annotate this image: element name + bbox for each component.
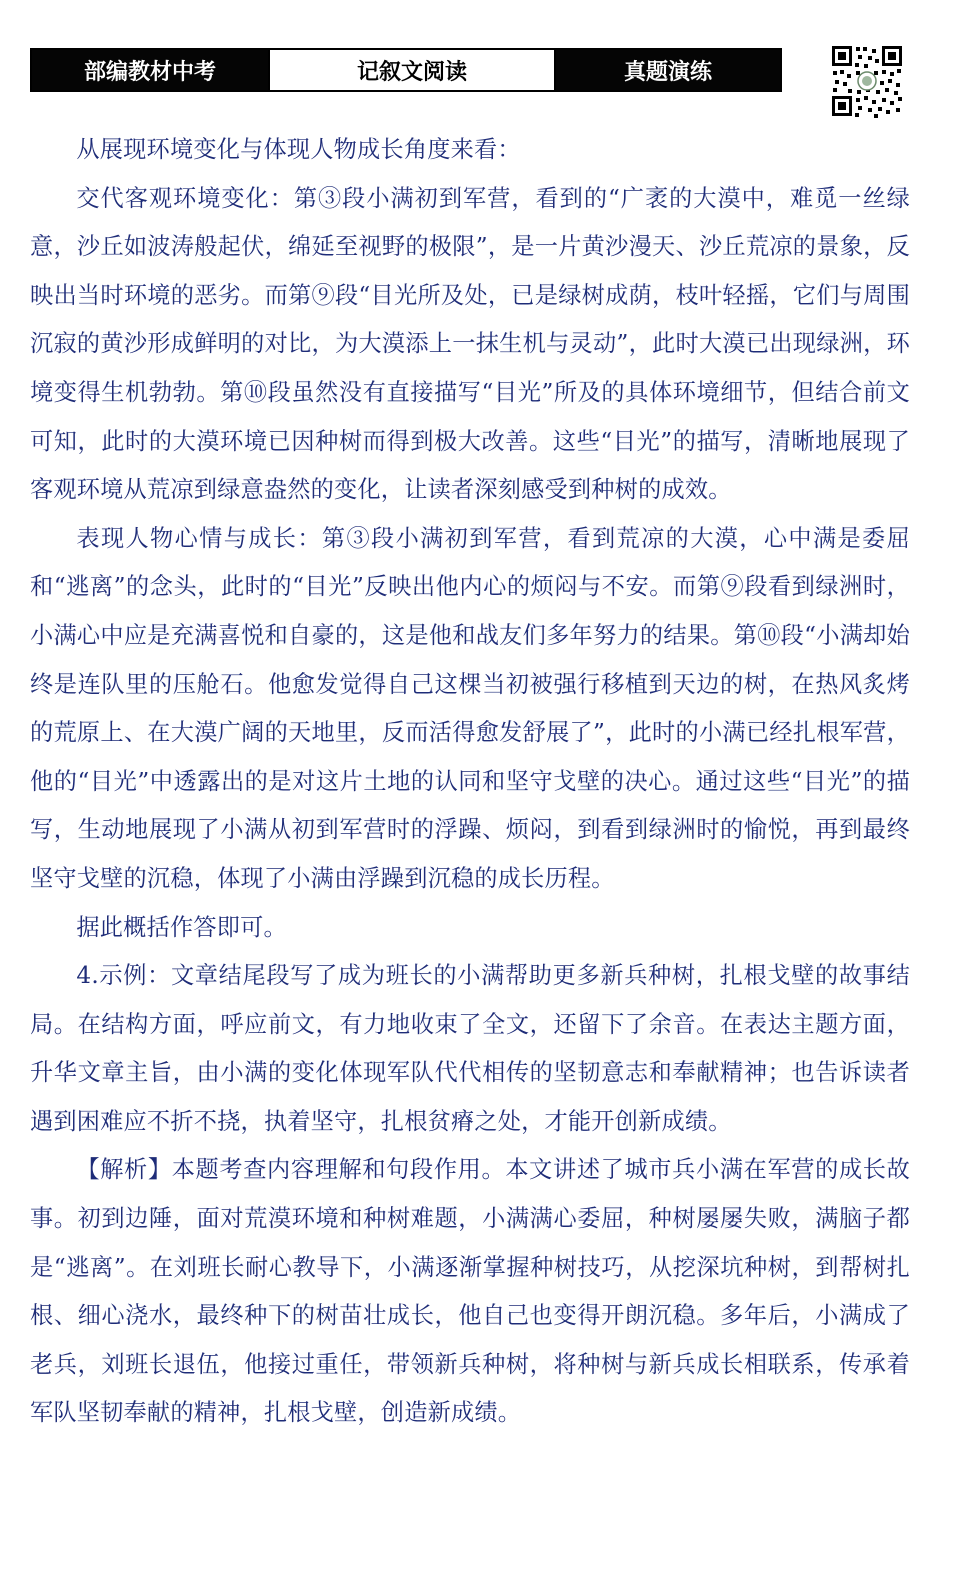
analysis-text: 本题考查内容理解和句段作用。本文讲述了城市兵小满在军营的成长故事。初到边陲，面对荒漠环境和种树难题，小满满心委屈，种树屡屡失败，满脑子都是“逃离”。在刘班长耐心教导下，小满逐渐掌握种树技巧，从挖深坑种树，到帮树扎根、细心浇水，最终种下的树苗壮成长，他自己也变得开朗沉稳。多年后，小满成了老兵，刘班长退伍，他接过重任，带领新兵种树，将种树与新兵成长相联系，传承着军队坚韧奉献的精神，扎根戈壁，创造新成绩。 — [30, 1156, 910, 1427]
qr-code-graphic — [830, 44, 904, 118]
analysis-paragraph — [30, 1146, 910, 1438]
header-center-label: 记叙文阅读 — [268, 50, 556, 90]
paragraph: 交代客观环境变化：第③段小满初到军营，看到的“广袤的大漠中，难觅一丝绿意，沙丘如波涛般起伏，绵延至视野的极限”，是一片黄沙漫天、沙丘荒凉的景象，反映出当时环境的恶劣。而第⑨段“目光所及处，已是绿树成荫，枝叶轻摇，它们与周围沉寂的黄沙形成鲜明的对比，为大漠添上一抹生机与灵动”，此时大漠已出现绿洲，环境变得生机勃勃。第⑩段虽然没有直接描写“目光”所及的具体环境细节，但结合前文可知，此时的大漠环境已因种树而得到极大改善。这些“目光”的描写，清晰地展现了客观环境从荒凉到绿意盎然的变化，让读者深刻感受到种树的成效。 — [30, 184, 910, 504]
paragraph: 4.示例：文章结尾段写了成为班长的小满帮助更多新兵种树，扎根戈壁的故事结局。在结构方面，呼应前文，有力地收束了全文，还留下了余音。在表达主题方面，升华文章主旨，由小满的变化体现军队代代相传的坚韧意志和奉献精神；也告诉读者遇到困难应不折不挠，执着坚守，扎根贫瘠之处，才能开创新成绩。 — [30, 962, 910, 1135]
answer-text-body — [30, 126, 910, 1438]
header-right-label: 真题演练 — [556, 50, 780, 90]
qr-code-icon — [830, 44, 904, 118]
header-bar — [30, 48, 782, 92]
paragraph: 从展现环境变化与体现人物成长角度来看： — [76, 136, 521, 163]
paragraph: 据此概括作答即可。 — [76, 913, 287, 941]
analysis-tag: 【解析】 — [76, 1156, 172, 1184]
paragraph: 表现人物心情与成长：第③段小满初到军营，看到荒凉的大漠，心中满是委屈和“逃离”的念头，此时的“目光”反映出他内心的烦闷与不安。而第⑨段看到绿洲时，小满心中应是充满喜悦和自豪的，这是他和战友们多年努力的结果。第⑩段“小满却始终是连队里的压舱石。他愈发觉得自己这棵当初被强行移植到天边的树，在热风炙烤的荒原上、在大漠广阔的天地里，反而活得愈发舒展了”，此时的小满已经扎根军营，他的“目光”中透露出的是对这片土地的认同和坚守戈壁的决心。通过这些“目光”的描写，生动地展现了小满从初到军营时的浮躁、烦闷，到看到绿洲时的愉悦，再到最终坚守戈壁的沉稳，体现了小满由浮躁到沉稳的成长历程。 — [30, 524, 910, 892]
header-left-label: 部编教材中考 — [32, 50, 268, 90]
